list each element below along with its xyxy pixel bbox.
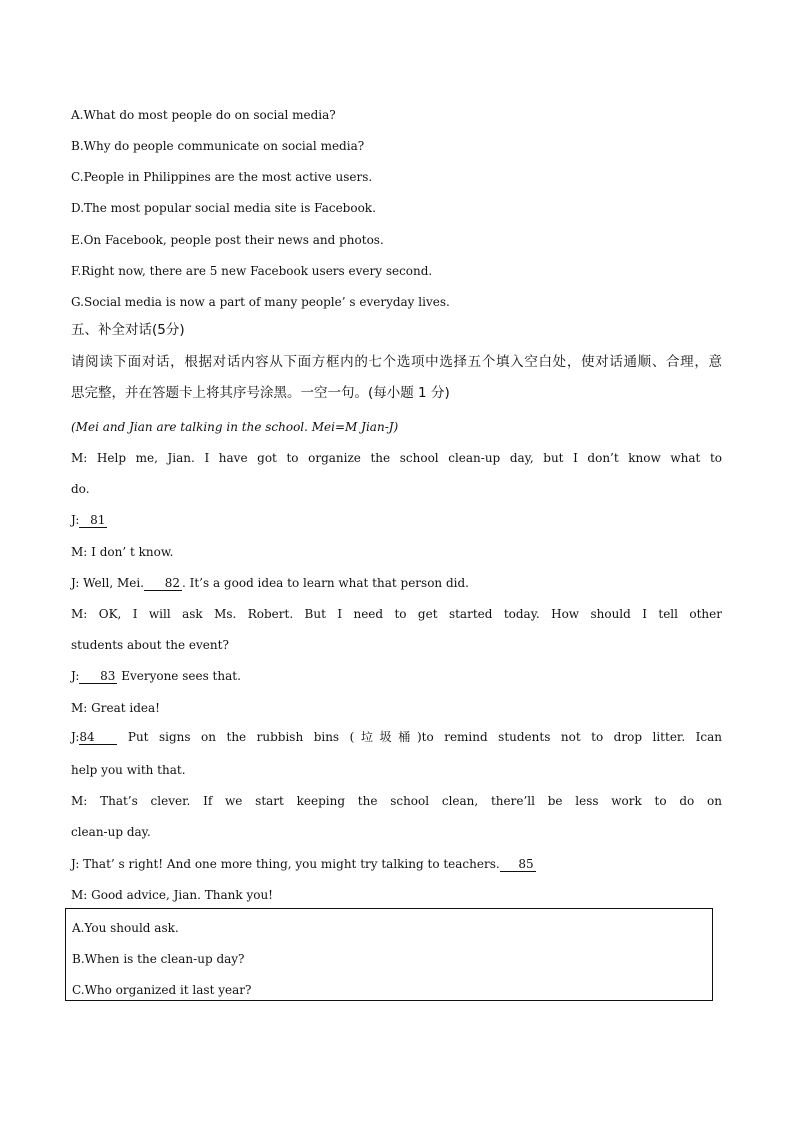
speaker-j: J: [71,513,80,527]
dialogue-text: Put signs on the rubbish bins (垃圾桶)to remind students not to drop litter. Ican [117,730,722,744]
answer-option-b: B.When is the clean-up day? [72,952,245,966]
dialogue-line: M: OK, I will ask Ms. Robert. But I need to get started today. How should I tell other [71,607,722,621]
option-a: A.What do most people do on social media? [71,108,336,122]
option-g: G.Social media is now a part of many people’ s everyday lives. [71,295,450,309]
speaker-j: J: [71,669,80,683]
answer-option-a: A.You should ask. [72,921,179,935]
blank-82: 82 [144,576,182,591]
dialogue-text: . It’s a good idea to learn what that person did. [181,576,469,590]
option-f: F.Right now, there are 5 new Facebook users every second. [71,264,433,278]
section-heading: 五、补全对话(5分) [71,322,185,338]
dialogue-line: M: Good advice, Jian. Thank you! [71,888,273,902]
dialogue-text: Everyone sees that. [117,669,241,683]
dialogue-line: M: I don’ t know. [71,545,174,559]
option-c: C.People in Philippines are the most active users. [71,170,373,184]
dialogue-text: J: That’ s right! And one more thing, you might try talking to teachers. [71,857,500,871]
instruction-line-1: 请阅读下面对话，根据对话内容从下面方框内的七个选项中选择五个填入空白处，使对话通顺、合理，意 [71,354,722,370]
dialogue-context: (Mei and Jian are talking in the school. Mei=M Jian-J) [71,420,399,434]
blank-81: 81 [79,513,107,528]
option-b: B.Why do people communicate on social media? [71,139,365,153]
option-e: E.On Facebook, people post their news and photos. [71,233,384,247]
dialogue-line: clean-up day. [71,825,151,839]
option-d: D.The most popular social media site is Facebook. [71,201,376,215]
dialogue-line [71,668,241,684]
dialogue-line: students about the event? [71,638,229,652]
dialogue-line: M: Great idea! [71,701,160,715]
blank-84: 84 [79,730,117,745]
dialogue-line [71,856,536,872]
dialogue-line [71,729,722,745]
dialogue-line: M: Help me, Jian. I have got to organize the school clean-up day, but I don’t know what to [71,451,722,465]
instruction-line-2: 思完整，并在答题卡上将其序号涂黑。一空一句。(每小题 1 分) [71,385,450,401]
dialogue-line: M: That’s clever. If we start keeping the school clean, there’ll be less work to do on [71,794,722,808]
dialogue-line: do. [71,482,90,496]
dialogue-line [71,512,107,528]
answer-options-box [65,908,713,1001]
dialogue-line [71,575,469,591]
dialogue-text: J: Well, Mei. [71,576,144,590]
blank-83: 83 [79,669,117,684]
speaker-j: J: [71,730,80,744]
answer-option-c: C.Who organized it last year? [72,983,252,997]
blank-85: 85 [500,857,536,872]
dialogue-line: help you with that. [71,763,186,777]
